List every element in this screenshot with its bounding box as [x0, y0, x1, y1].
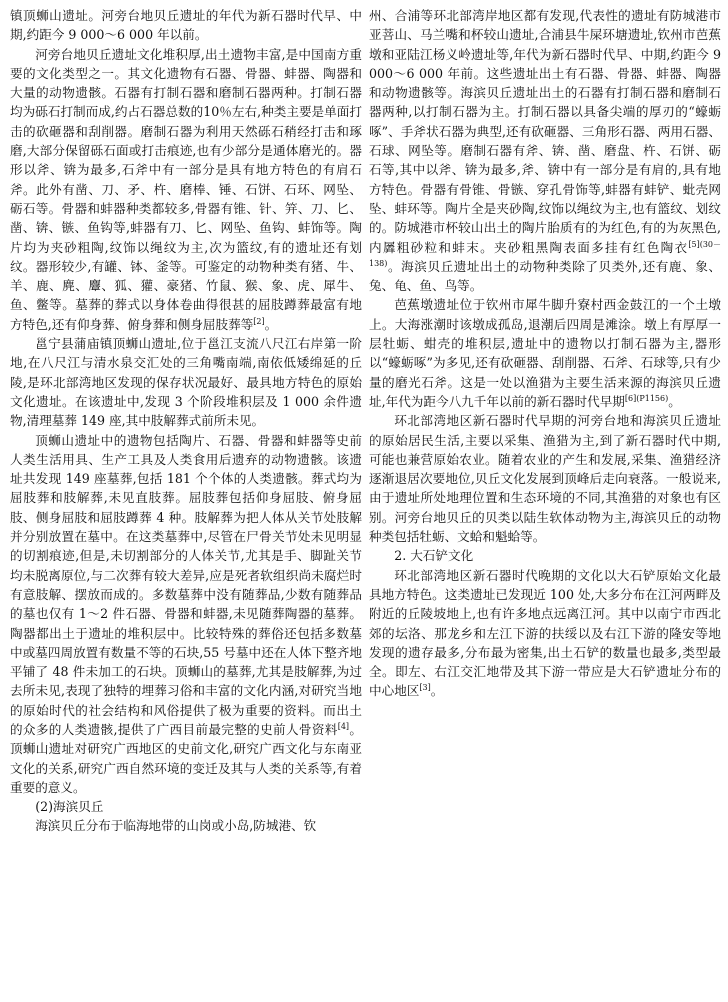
paragraph — [10, 6, 362, 45]
paragraph-text-tail: 。顶蛳山遗址对研究广西地区的史前文化,研究广西文化与东南亚文化的关系,研究广西自然环境的变迁及其与人类的关系等,有着重要的意义。 — [10, 721, 362, 795]
paragraph — [369, 411, 721, 546]
text-column-left — [10, 6, 362, 998]
paragraph — [369, 6, 721, 295]
paragraph-text: 州、合浦等环北部湾岸地区都有发现,代表性的遗址有防城港市亚菩山、马兰嘴和杯较山遗址,合浦县牛屎环塘遗址,钦州市芭蕉墩和亚陆江杨义岭遗址等,年代为新石器时代早、中期,约距今 9 000～6 000 年前。这些遗址出土有石器、骨器、蚌器、陶器和动物遗骸等。海滨贝丘遗址出土的石器有打制石器和磨制石器两种,以打制石器为主。打制石器以具备尖端的厚刃的“蠔蛎啄”、手斧状石器为典型,还有砍砸器、三角形石器、两用石器、石球、网坠等。磨制石器有斧、锛、凿、磨盘、杵、石饼、砺石等,其中以斧、锛为最多,斧、锛中有一部分是有肩的,具有地方特色。骨器有骨锥、骨镞、穿孔骨饰等,蚌器有蚌铲、蚍壳网坠、蚌环等。陶片全是夹砂陶,纹饰以绳纹为主,也有篮纹、划纹的。防城港市杯较山出土的陶片胎质有的为红色,有的为灰黑色,内羼粗砂粒和蚌末。夹砂粗黑陶表面多挂有红色陶衣 — [369, 8, 721, 255]
section-heading — [369, 546, 721, 565]
paragraph — [10, 45, 362, 334]
paragraph-text-tail: 。 — [668, 393, 681, 409]
paragraph-text: 邕宁县蒲庙镇顶蛳山遗址,位于邕江支流八尺江右岸第一阶地,在八尺江与清水泉交汇处的三角嘴南端,南依低矮绵延的丘陵,是环北部湾地区发现的保存状况最好、最具地方特色的原始文化遗址。在该遗址中,发现 3 个阶段堆积层及 1 000 余件遗物,清理墓葬 149 座,其中肢解葬式前所未见。 — [10, 336, 362, 429]
paragraph — [10, 431, 362, 798]
paragraph-text: 环北部湾地区新石器时代晚期的文化以大石铲原始文化最具地方特色。这类遗址已发现近 100 处,大多分布在江河两畔及附近的丘陵坡地上,也有许多地点远离江河。其中以南宁市西北郊的坛洛、那龙乡和左江下游的扶绥以及右江下游的隆安等地发现的遗存最多,分布最为密集,出土石铲的数量也最多,类型最全。即左、右江交汇地带及其下游一带应是大石铲遗址分布的中心地区 — [369, 567, 721, 699]
citation-ref: [6](P1156) — [624, 393, 669, 403]
citation-ref: [5](30－138) — [369, 239, 721, 268]
paragraph-text: (2)海滨贝丘 — [35, 799, 104, 815]
paragraph-text: 海滨贝丘分布于临海地带的山岗或小岛,防城港、钦 — [35, 818, 317, 834]
paragraph-text-tail: 。 — [430, 683, 444, 699]
citation-ref: [3] — [419, 683, 431, 693]
citation-ref: [2] — [253, 316, 265, 326]
paragraph — [369, 295, 721, 411]
paragraph-text: 河旁台地贝丘遗址文化堆积厚,出土遗物丰富,是中国南方重要的文化类型之一。其文化遗物有石器、骨器、蚌器、陶器和大量的动物遗骸。石器有打制石器和磨制石器两种。打制石器均为砾石打制而成,约占石器总数的10％左右,种类主要是单面打击的砍砸器和刮削器。磨制石器为利用天然砾石稍经打击和琢磨,大部分保留砾石面或打击痕迹,也有少部分是通体磨光的。器形以斧、锛为最多,石斧中有一部分是具有地方特色的有肩石斧。此外有凿、刀、矛、杵、磨棒、锤、石饼、石环、网坠、砺石等。骨器和蚌器种类都较多,骨器有锥、针、笄、刀、匕、凿、锛、镞、鱼钩等,蚌器有刀、匕、网坠、鱼钩、蚌饰等。陶片均为夹砂粗陶,纹饰以绳纹为主,次为篮纹,有的遗址还有划纹。器形较少,有罐、钵、釜等。可鉴定的动物种类有猪、牛、羊、鹿、麂、麞、狐、獾、豪猪、竹鼠、猴、象、虎、犀牛、鱼、鳖等。墓葬的葬式以身体卷曲得很甚的屈肢蹲葬最富有地方特色,还有仰身葬、俯身葬和侧身屈肢葬等 — [10, 46, 362, 332]
text-column-right — [369, 6, 721, 998]
paragraph — [10, 797, 362, 816]
paragraph — [10, 816, 362, 835]
paragraph-text: 顶蛳山遗址中的遗物包括陶片、石器、骨器和蚌器等史前人类生活用具、生产工具及人类食用后遗弃的动物遗骸。该遗址共发现 149 座墓葬,包括 181 个个体的人类遗骸。葬式均为屈肢葬和肢解葬,未见直肢葬。屈肢葬包括仰身屈肢、俯身屈肢、侧身屈肢和屈肢蹲葬 4 种。肢解葬为把人体从关节处肢解并分别放置在墓中。在这类墓葬中,尽管在尸骨关节处未见明显的切割痕迹,但是,未切割部分的人体关节,尤其是手、脚趾关节均未脱离原位,与二次葬有较大差异,应是死者软组织尚未腐烂时有意肢解、摆放而成的。多数墓葬中没有随葬品,少数有随葬品的墓也仅有 1～2 件石器、骨器和蚌器,未见随葬陶器的墓葬。陶器都出土于遗址的堆积层中。比较特殊的葬俗还包括多数墓中或墓四周放置有数量不等的石块,55 号墓中还在人体下整齐地平铺了 48 件未加工的石块。顶蛳山的墓葬,尤其是肢解葬,为过去所未见,表现了独特的埋葬习俗和丰富的文化内涵,对研究当地的原始时代的社会结构和风俗提供了极为重要的资料。而出土的众多的人类遗骸,提供了广西目前最完整的史前人骨资料 — [10, 432, 362, 737]
citation-ref: [4] — [337, 721, 350, 731]
paragraph-text-tail: 。海滨贝丘遗址出土的动物种类除了贝类外,还有鹿、象、兔、龟、鱼、鸟等。 — [369, 258, 721, 294]
paragraph-text: 镇顶蛳山遗址。河旁台地贝丘遗址的年代为新石器时代早、中期,约距今 9 000～6 000 年以前。 — [10, 8, 362, 43]
paragraph — [369, 566, 721, 701]
paragraph-text-tail: 。 — [264, 316, 278, 332]
paragraph-text: 环北部湾地区新石器时代早期的河旁台地和海滨贝丘遗址的原始居民生活,主要以采集、渔猎为主,到了新石器时代中期,可能也兼营原始农业。随着农业的产生和发展,采集、渔猎经济逐渐退居次要地位,贝丘文化发展到顶峰后走向衰落。一般说来,由于遗址所处地理位置和生态环境的不同,其渔猎的对象也有区别。河旁台地贝丘的贝类以陆生软体动物为主,海滨贝丘的动物种类包括牡蛎、文蛤和魁蛤等。 — [369, 413, 721, 545]
paragraph-text: 2. 大石铲文化 — [394, 548, 474, 564]
paragraph — [10, 334, 362, 430]
paragraph-text: 芭蕉墩遗址位于钦州市犀牛脚升寮村西金鼓江的一个土墩上。大海涨潮时该墩成孤岛,退潮后四周是滩涂。墩上有厚厚一层牡蛎、蚶壳的堆积层,遗址中的遗物以打制石器为主,器形以“蠔蛎啄”为多见,还有砍砸器、刮削器、石斧、石球等,只有少量的磨光石斧。这是一处以渔猎为主要生活来源的海滨贝丘遗址,年代为距今八九千年以前的新石器时代早期 — [369, 297, 721, 409]
